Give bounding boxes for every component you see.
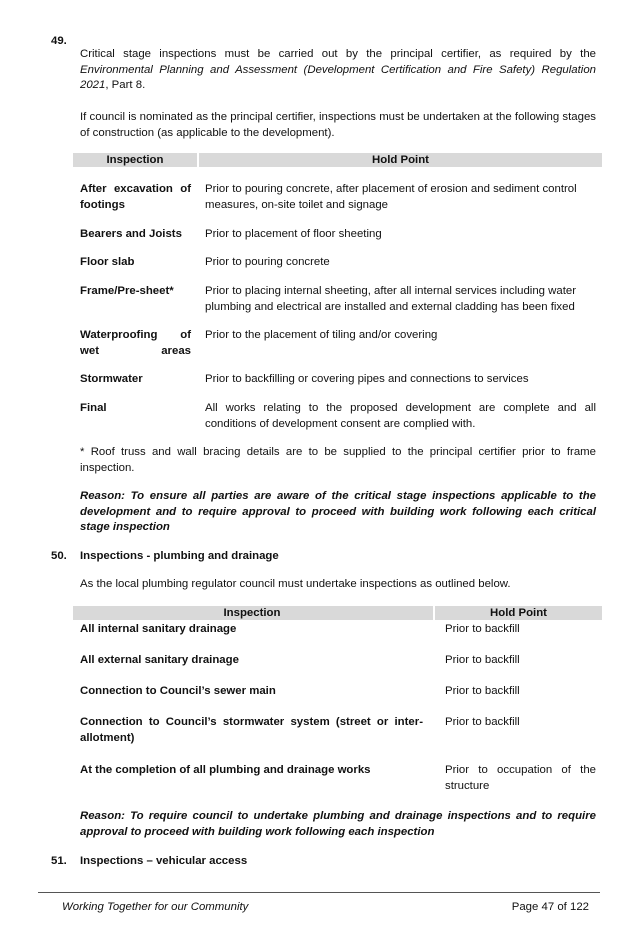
table-row-hold: Prior to backfill xyxy=(445,654,520,666)
table-row-hold: All works relating to the proposed development are complete and all conditions of development consent are complied with. xyxy=(205,402,596,430)
header-divider xyxy=(433,606,435,620)
table-row-inspection: Final xyxy=(80,402,107,414)
table-row-hold: Prior to occupation of the structure xyxy=(445,764,596,792)
table-row-hold: Prior to pouring concrete xyxy=(205,256,330,268)
section-50-title: Inspections - plumbing and drainage xyxy=(80,550,279,562)
table-row-inspection: Frame/Pre-sheet* xyxy=(80,285,174,297)
page-number: Page 47 of 122 xyxy=(511,901,589,913)
table-row-inspection: Stormwater xyxy=(80,373,143,385)
section-number-50: 50. xyxy=(51,550,67,562)
reason-49: Reason: To ensure all parties are aware of the critical stage inspections applicable to the development and to require approval to proceed with building work following each critical stage inspection xyxy=(80,490,596,534)
intro-text-a: Critical stage inspections must be carried out by the principal certifier, as required by the xyxy=(80,48,596,60)
intro-text-b: , Part 8. xyxy=(105,79,146,92)
column-header-inspection: Inspection xyxy=(106,154,164,166)
regulation-title: Environmental Planning and Assessment (Development Certification and Fire Safety) Regulation 2021 xyxy=(80,63,596,92)
section-number-51: 51. xyxy=(51,855,67,867)
table-row-hold: Prior to backfill xyxy=(445,685,520,697)
table-row-hold: Prior to backfill xyxy=(445,716,520,728)
footer-tagline: Working Together for our Community xyxy=(62,901,249,913)
section-50-para: As the local plumbing regulator council must undertake inspections as outlined below. xyxy=(80,578,511,590)
footnote: * Roof truss and wall bracing details are to be supplied to the principal certifier prior to frame inspection. xyxy=(80,446,596,474)
table-row-inspection: Connection to Council’s sewer main xyxy=(80,685,276,697)
table-row-hold: Prior to backfilling or covering pipes and connections to services xyxy=(205,373,529,385)
table-row-hold: Prior to backfill xyxy=(445,623,520,635)
table-row-inspection: All internal sanitary drainage xyxy=(80,623,237,635)
critical-inspection-table-header xyxy=(73,153,602,167)
column-header-hold-point: Hold Point xyxy=(490,607,547,619)
table-row-hold: Prior to placing internal sheeting, after all internal services including water plumbing and electrical are installed and external cladding has been fixed xyxy=(205,285,577,313)
table-row-hold: Prior to pouring concrete, after placement of erosion and sediment control measures, on-site toilet and signage xyxy=(205,183,577,211)
column-header-hold-point: Hold Point xyxy=(372,154,429,166)
table-row-inspection: At the completion of all plumbing and drainage works xyxy=(80,764,371,776)
header-divider xyxy=(197,153,199,167)
reason-50: Reason: To require council to undertake plumbing and drainage inspections and to require approval to proceed with building work following each inspection xyxy=(80,810,596,838)
table-row-hold: Prior to placement of floor sheeting xyxy=(205,228,382,240)
table-row-inspection: After excavation of footings xyxy=(80,183,191,211)
table-row-inspection: Bearers and Joists xyxy=(80,228,182,240)
column-header-inspection: Inspection xyxy=(223,607,281,619)
table-row-hold: Prior to the placement of tiling and/or covering xyxy=(205,329,438,341)
section-number-49: 49. xyxy=(51,35,67,47)
section-51-title: Inspections – vehicular access xyxy=(80,855,248,867)
table-row-inspection: Waterproofing of wet areas xyxy=(80,329,191,357)
footer-divider xyxy=(38,892,600,893)
table-row-inspection: All external sanitary drainage xyxy=(80,654,239,666)
table-row-inspection: Floor slab xyxy=(80,256,135,268)
section-49-intro xyxy=(80,47,596,94)
section-49-para2: If council is nominated as the principal certifier, inspections must be undertaken at the following stages of construction (as applicable to the development). xyxy=(80,111,596,139)
table-row-inspection: Connection to Council’s stormwater system (street or inter-allotment) xyxy=(80,716,423,744)
plumbing-inspection-table-header xyxy=(73,606,602,620)
